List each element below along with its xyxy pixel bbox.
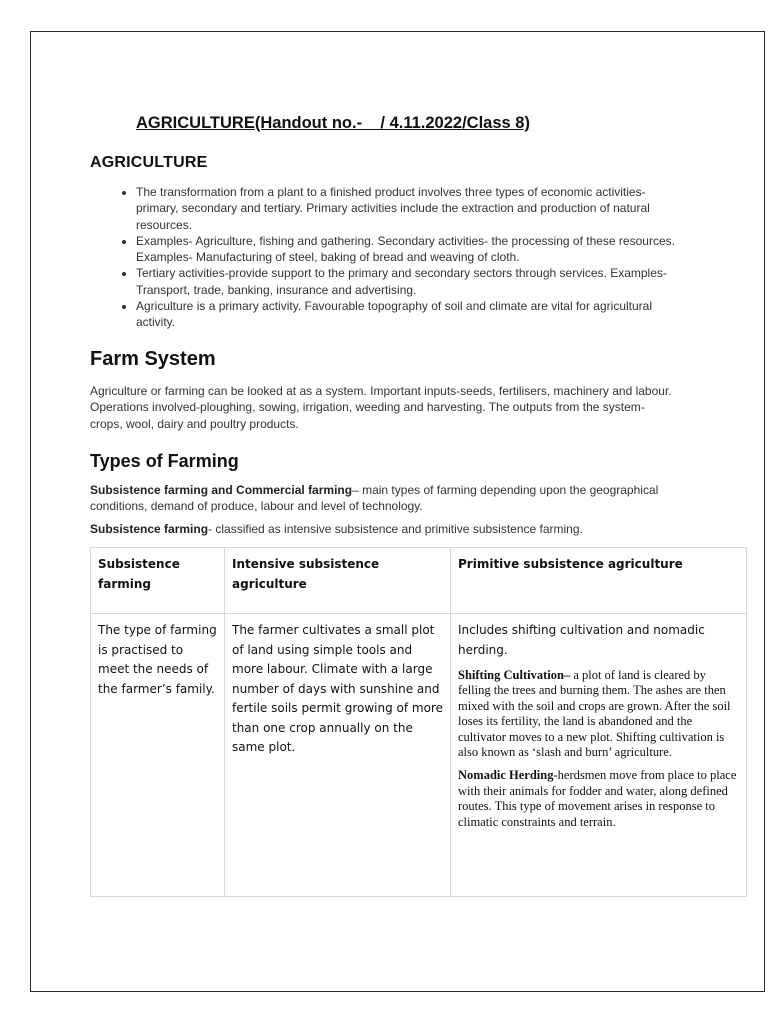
table-header-cell: Primitive subsistence agriculture [451,548,747,614]
agriculture-heading: AGRICULTURE [90,154,208,171]
bullet-item: • Agriculture is a primary activity. Favourable topography of soil and climate are vital for agricultural activity. [136,298,680,331]
agriculture-bullet-list [90,184,680,331]
nomadic-herding-term: Nomadic Herding [458,768,554,783]
primitive-intro: Includes shifting cultivation and nomadic herding. [458,623,705,657]
subsistence-farming-table [90,547,747,897]
types-paragraph-2-bold: Subsistence farming [90,522,209,536]
types-paragraph-2-text: - classified as intensive subsistence and primitive subsistence farming. [208,522,583,536]
table-cell-subsistence: The type of farming is practised to meet the needs of the farmer’s family. [91,614,225,897]
types-paragraph-2 [90,521,675,537]
table-cell-primitive [451,614,747,897]
farm-system-paragraph: Agriculture or farming can be looked at as a system. Important inputs-seeds, fertilisers, machinery and labour. Operations involved-ploughing, sowing, irrigation, weeding and harvesting. The outputs from the system-crops, wool, dairy and poultry products. [90,384,672,431]
nomadic-herding-text: -herdsmen move from place to place with their animals for fodder and water, along defined routes. This type of movement arises in response to climatic constraints and terrain. [458,768,737,829]
bullet-item: • Examples- Agriculture, fishing and gathering. Secondary activities- the processing of these resources. Examples- Manufacturing of steel, baking of bread and weaving of cloth. [136,233,680,266]
shifting-cultivation-term: Shifting Cultivation– [458,668,571,682]
table-header-cell: Intensive subsistence agriculture [225,548,451,614]
nomadic-herding-paragraph [458,768,739,830]
shifting-cultivation-paragraph [458,668,739,760]
types-paragraph-1-text: – main types of farming depending upon the geographical conditions, demand of produce, labour and level of technology. [90,483,659,514]
bullet-item: • Tertiary activities-provide support to the primary and secondary sectors through services. Examples- Transport, trade, banking, insurance and advertising. [136,265,680,298]
document-title: AGRICULTURE(Handout no.- / 4.11.2022/Class 8) [136,114,530,132]
types-paragraph-1 [90,482,675,515]
table-row [91,614,747,897]
table-cell-intensive: The farmer cultivates a small plot of land using simple tools and more labour. Climate with a large number of days with sunshine and fertile soils permit growing of more than one crop annually on the same plot. [225,614,451,897]
types-of-farming-heading: Types of Farming [90,451,239,471]
table-header-cell: Subsistence farming [91,548,225,614]
bullet-item: • The transformation from a plant to a finished product involves three types of economic activities-primary, secondary and tertiary. Primary activities include the extraction and production of natural resources. [136,184,680,233]
table-header-row [91,548,747,614]
farm-system-heading: Farm System [90,348,216,370]
shifting-cultivation-text: a plot of land is cleared by felling the trees and burning them. The ashes are then mixed with the soil and crops are grown. After the soil loses its fertility, the land is abandoned and the cultivator moves to a new plot. Shifting cultivation is also known as ‘slash and burn’ agriculture. [458,668,731,760]
types-paragraph-1-bold: Subsistence farming and Commercial farming [90,483,353,497]
